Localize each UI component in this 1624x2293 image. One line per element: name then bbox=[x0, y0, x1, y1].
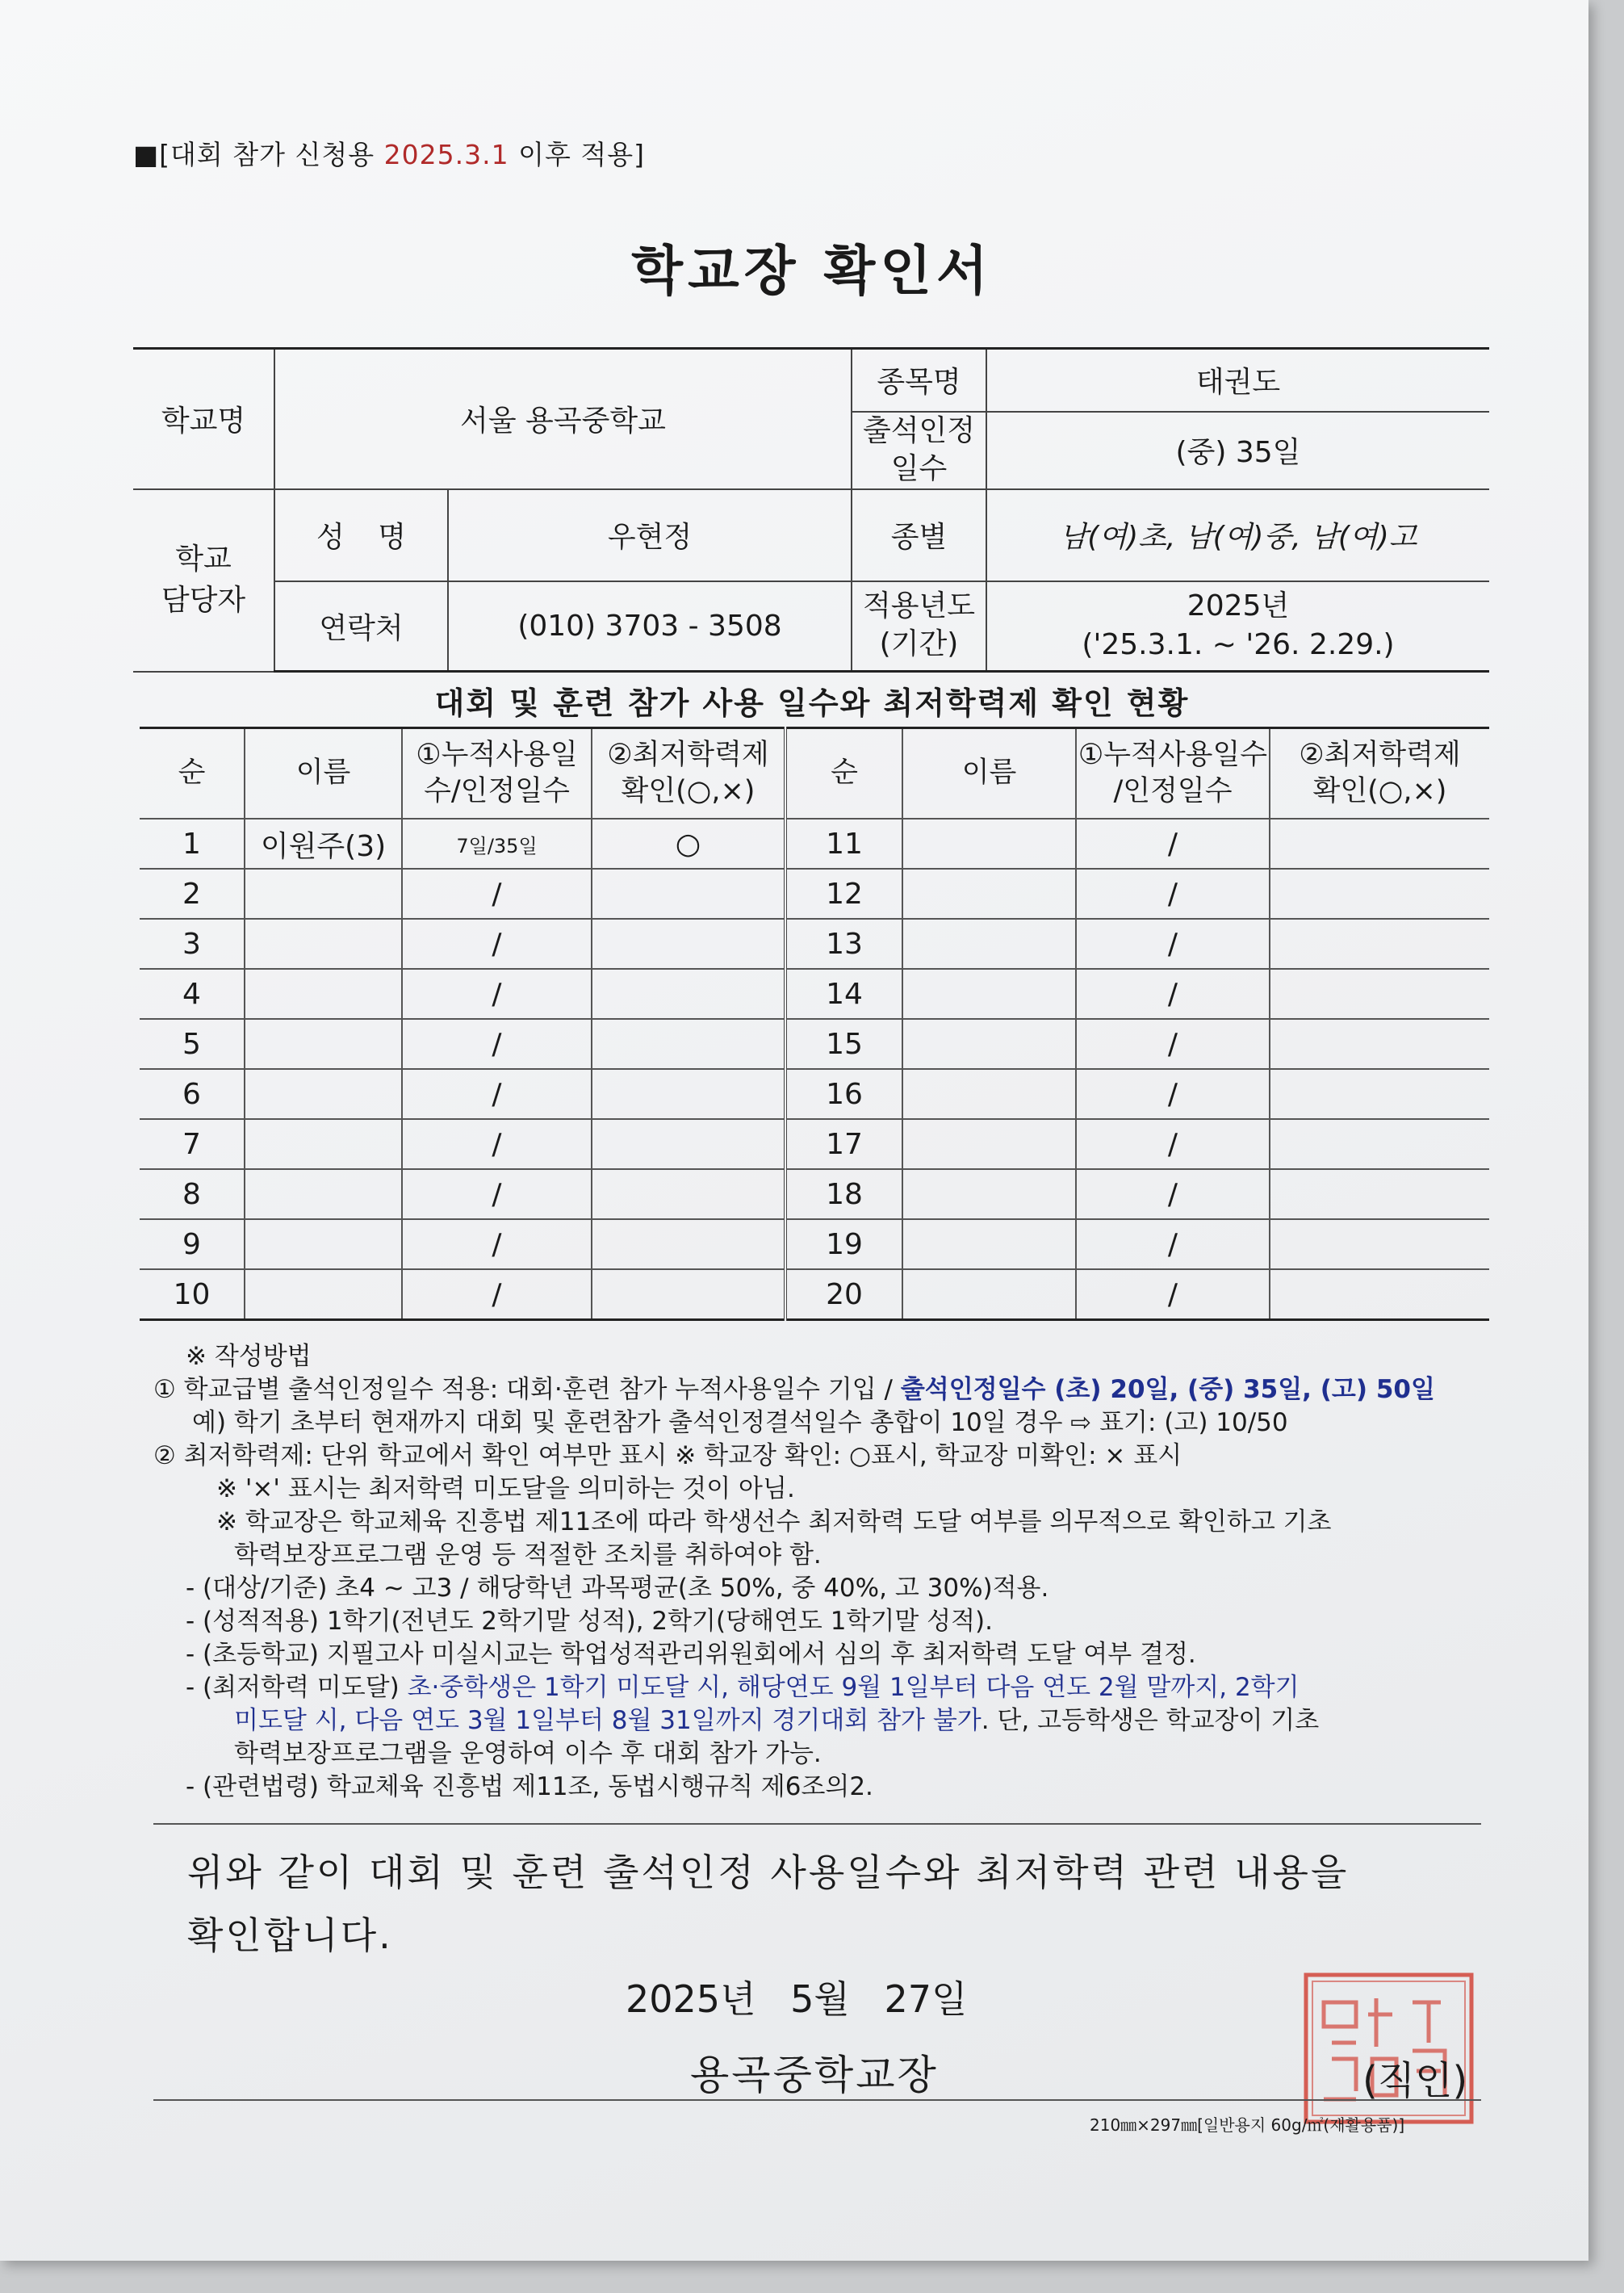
instruction-1: ① 학교급별 출석인정일수 적용: 대회·훈련 참가 누적사용일수 기입 / 출석인정일수 (초) 20일, (중) 35일, (고) 50일 bbox=[153, 1375, 1435, 1404]
row-days: / bbox=[402, 1119, 592, 1169]
row-days: / bbox=[402, 1219, 592, 1269]
row-days: / bbox=[1076, 869, 1270, 919]
row-name bbox=[245, 919, 402, 969]
row-min-check bbox=[592, 1169, 785, 1219]
bullet-grade-application: - (성적적용) 1학기(전년도 2학기말 성적), 2학기(당해연도 1학기말 성적). bbox=[186, 1607, 993, 1636]
row-min-check bbox=[592, 869, 785, 919]
row-no: 9 bbox=[140, 1219, 245, 1269]
row-days: / bbox=[402, 1169, 592, 1219]
row-days: / bbox=[402, 869, 592, 919]
row-name bbox=[245, 869, 402, 919]
confirmation-statement: 위와 같이 대회 및 훈련 출석인정 사용일수와 최저학력 관련 내용을 확인합니다. bbox=[187, 1851, 1350, 1957]
header-min-right: ②최저학력제 확인(○,×) bbox=[1270, 728, 1489, 820]
bullet-minimum-not-met-cont2: 학력보장프로그램을 운영하여 이수 후 대회 참가 가능. bbox=[234, 1739, 822, 1768]
row-no: 1 bbox=[140, 819, 245, 869]
instruction-2-note-b: ※ 학교장은 학교체육 진흥법 제11조에 따라 학생선수 최저학력 도달 여부를 의무적으로 확인하고 기초 bbox=[216, 1507, 1332, 1536]
school-name-label: 학교명 bbox=[133, 349, 274, 489]
row-min-check bbox=[592, 1269, 785, 1320]
row-no: 17 bbox=[785, 1119, 902, 1169]
row-no: 12 bbox=[785, 869, 902, 919]
contact-value: (010) 3703 - 3508 bbox=[448, 581, 852, 672]
table-row bbox=[140, 1069, 1489, 1119]
bullet-minimum-not-met-cont: 미도달 시, 다음 연도 3월 1일부터 8월 31일까지 경기대회 참가 불가. 단, 고등학생은 학교장이 기초 bbox=[234, 1706, 1320, 1735]
usage-notice bbox=[133, 134, 645, 172]
divider-line bbox=[153, 1823, 1481, 1825]
header-name-left: 이름 bbox=[245, 728, 402, 820]
writing-instructions bbox=[153, 1340, 1493, 1804]
instruction-1-example: 예) 학기 초부터 현재까지 대회 및 훈련참가 출석인정결석일수 총합이 10일 경우 ⇨ 표기: (고) 10/50 bbox=[192, 1408, 1288, 1437]
row-no: 19 bbox=[785, 1219, 902, 1269]
table-row bbox=[140, 1169, 1489, 1219]
row-days: / bbox=[402, 1269, 592, 1320]
row-name bbox=[245, 1119, 402, 1169]
manager-name-value: 우현정 bbox=[448, 489, 852, 581]
table-row bbox=[140, 1019, 1489, 1069]
row-name bbox=[902, 1169, 1076, 1219]
bullet-minimum-not-met: - (최저학력 미도달) 초·중학생은 1학기 미도달 시, 해당연도 9월 1일부터 다음 연도 2월 말까지, 2학기 bbox=[186, 1673, 1300, 1702]
row-no: 10 bbox=[140, 1269, 245, 1320]
row-no: 16 bbox=[785, 1069, 902, 1119]
sport-label: 종목명 bbox=[852, 349, 986, 412]
row-days: / bbox=[402, 919, 592, 969]
row-days: / bbox=[402, 1019, 592, 1069]
period-value: 2025년 ('25.3.1. ~ '26. 2.29.) bbox=[986, 581, 1489, 672]
usage-notice-prefix: ■[대회 참가 신청용 bbox=[133, 139, 384, 170]
attendance-label: 출석인정 일수 bbox=[852, 412, 986, 489]
contact-label: 연락처 bbox=[274, 581, 448, 672]
paper-spec: 210㎜×297㎜[일반용지 60g/㎡(재활용품)] bbox=[1090, 2115, 1405, 2135]
row-min-check bbox=[1270, 1069, 1489, 1119]
table-row bbox=[140, 969, 1489, 1019]
row-no: 5 bbox=[140, 1019, 245, 1069]
attendance-days-value: (중) 35일 bbox=[986, 412, 1489, 489]
usage-notice-suffix: 이후 적용] bbox=[509, 139, 645, 170]
row-name bbox=[902, 969, 1076, 1019]
usage-table bbox=[140, 727, 1489, 1321]
header-name-right: 이름 bbox=[902, 728, 1076, 820]
table-row bbox=[140, 1119, 1489, 1169]
header-min-left: ②최저학력제 확인(○,×) bbox=[592, 728, 785, 820]
row-name bbox=[245, 1069, 402, 1119]
row-min-check bbox=[1270, 819, 1489, 869]
row-min-check bbox=[1270, 1219, 1489, 1269]
row-name bbox=[245, 1219, 402, 1269]
row-name bbox=[245, 1269, 402, 1320]
row-min-check bbox=[592, 1119, 785, 1169]
header-no-right: 순 bbox=[785, 728, 902, 820]
usage-notice-date: 2025.3.1 bbox=[383, 139, 509, 170]
instructions-heading: ※ 작성방법 bbox=[186, 1342, 312, 1371]
row-no: 18 bbox=[785, 1169, 902, 1219]
row-name bbox=[902, 1069, 1076, 1119]
document-title: 학교장 확인서 bbox=[631, 240, 993, 302]
row-no: 4 bbox=[140, 969, 245, 1019]
period-label: 적용년도 (기간) bbox=[852, 581, 986, 672]
row-min-check bbox=[1270, 969, 1489, 1019]
row-name bbox=[245, 969, 402, 1019]
header-days-right: ①누적사용일수 /인정일수 bbox=[1076, 728, 1270, 820]
row-name bbox=[902, 1119, 1076, 1169]
row-no: 7 bbox=[140, 1119, 245, 1169]
row-name bbox=[245, 1019, 402, 1069]
row-name bbox=[902, 1269, 1076, 1320]
header-days-left: ①누적사용일 수/인정일수 bbox=[402, 728, 592, 820]
category-label: 종별 bbox=[852, 489, 986, 581]
row-min-check bbox=[592, 969, 785, 1019]
row-no: 13 bbox=[785, 919, 902, 969]
row-days: / bbox=[1076, 1169, 1270, 1219]
row-no: 20 bbox=[785, 1269, 902, 1320]
row-days: / bbox=[402, 1069, 592, 1119]
row-min-check bbox=[1270, 1269, 1489, 1320]
row-min-check bbox=[592, 1219, 785, 1269]
row-min-check bbox=[592, 919, 785, 969]
row-name bbox=[902, 1019, 1076, 1069]
table-row bbox=[140, 919, 1489, 969]
bullet-elementary: - (초등학교) 지필고사 미실시교는 학업성적관리위원회에서 심의 후 최저학력 도달 여부 결정. bbox=[186, 1640, 1196, 1669]
bullet-related-law: - (관련법령) 학교체육 진흥법 제11조, 동법시행규칙 제6조의2. bbox=[186, 1772, 873, 1801]
row-days: / bbox=[1076, 919, 1270, 969]
row-name bbox=[902, 919, 1076, 969]
row-no: 3 bbox=[140, 919, 245, 969]
row-name bbox=[245, 1169, 402, 1219]
usage-table-title: 대회 및 훈련 참가 사용 일수와 최저학력제 확인 현황 bbox=[434, 685, 1190, 721]
row-min-check: ○ bbox=[592, 819, 785, 869]
table-row bbox=[140, 869, 1489, 919]
row-min-check bbox=[1270, 1019, 1489, 1069]
row-no: 15 bbox=[785, 1019, 902, 1069]
row-days: / bbox=[1076, 1269, 1270, 1320]
row-days: 7일/35일 bbox=[402, 819, 592, 869]
signature-date: 2025년 5월 27일 bbox=[626, 1977, 968, 2021]
row-no: 8 bbox=[140, 1169, 245, 1219]
row-no: 6 bbox=[140, 1069, 245, 1119]
category-value: 남(여)초, 남(여)중, 남(여)고 bbox=[986, 489, 1489, 581]
manager-name-label: 성 명 bbox=[274, 489, 448, 581]
usage-table-header bbox=[140, 728, 1489, 820]
row-min-check bbox=[1270, 919, 1489, 969]
row-min-check bbox=[592, 1069, 785, 1119]
footer-line bbox=[153, 2099, 1481, 2101]
row-days: / bbox=[1076, 1119, 1270, 1169]
row-name bbox=[902, 1219, 1076, 1269]
school-name-value: 서울 용곡중학교 bbox=[274, 349, 852, 489]
sport-value: 태권도 bbox=[986, 349, 1489, 412]
table-row bbox=[140, 819, 1489, 869]
row-min-check bbox=[1270, 869, 1489, 919]
bullet-target-criteria: - (대상/기준) 초4 ~ 고3 / 해당학년 과목평균(초 50%, 중 40%, 고 30%)적용. bbox=[186, 1574, 1049, 1603]
row-days: / bbox=[402, 969, 592, 1019]
instruction-2-note-b-cont: 학력보장프로그램 운영 등 적절한 조치를 취하여야 함. bbox=[234, 1541, 822, 1570]
table-row bbox=[140, 1219, 1489, 1269]
row-days: / bbox=[1076, 1219, 1270, 1269]
header-no-left: 순 bbox=[140, 728, 245, 820]
row-days: / bbox=[1076, 969, 1270, 1019]
row-no: 14 bbox=[785, 969, 902, 1019]
row-days: / bbox=[1076, 1019, 1270, 1069]
instruction-2-note-a: ※ '×' 표시는 최저학력 미도달을 의미하는 것이 아님. bbox=[216, 1474, 795, 1503]
row-name: 이원주(3) bbox=[245, 819, 402, 869]
manager-label: 학교 담당자 bbox=[133, 489, 274, 672]
instruction-2: ② 최저학력제: 단위 학교에서 확인 여부만 표시 ※ 학교장 확인: ○표시, 학교장 미확인: × 표시 bbox=[153, 1441, 1182, 1470]
row-name bbox=[902, 819, 1076, 869]
row-min-check bbox=[1270, 1119, 1489, 1169]
row-min-check bbox=[1270, 1169, 1489, 1219]
seal-label: (직인) bbox=[1362, 2058, 1468, 2103]
row-days: / bbox=[1076, 819, 1270, 869]
row-no: 11 bbox=[785, 819, 902, 869]
row-days: / bbox=[1076, 1069, 1270, 1119]
row-no: 2 bbox=[140, 869, 245, 919]
school-info-table bbox=[133, 347, 1489, 673]
signer-title: 용곡중학교장 bbox=[690, 2052, 939, 2098]
table-row bbox=[140, 1269, 1489, 1320]
row-min-check bbox=[592, 1019, 785, 1069]
row-name bbox=[902, 869, 1076, 919]
